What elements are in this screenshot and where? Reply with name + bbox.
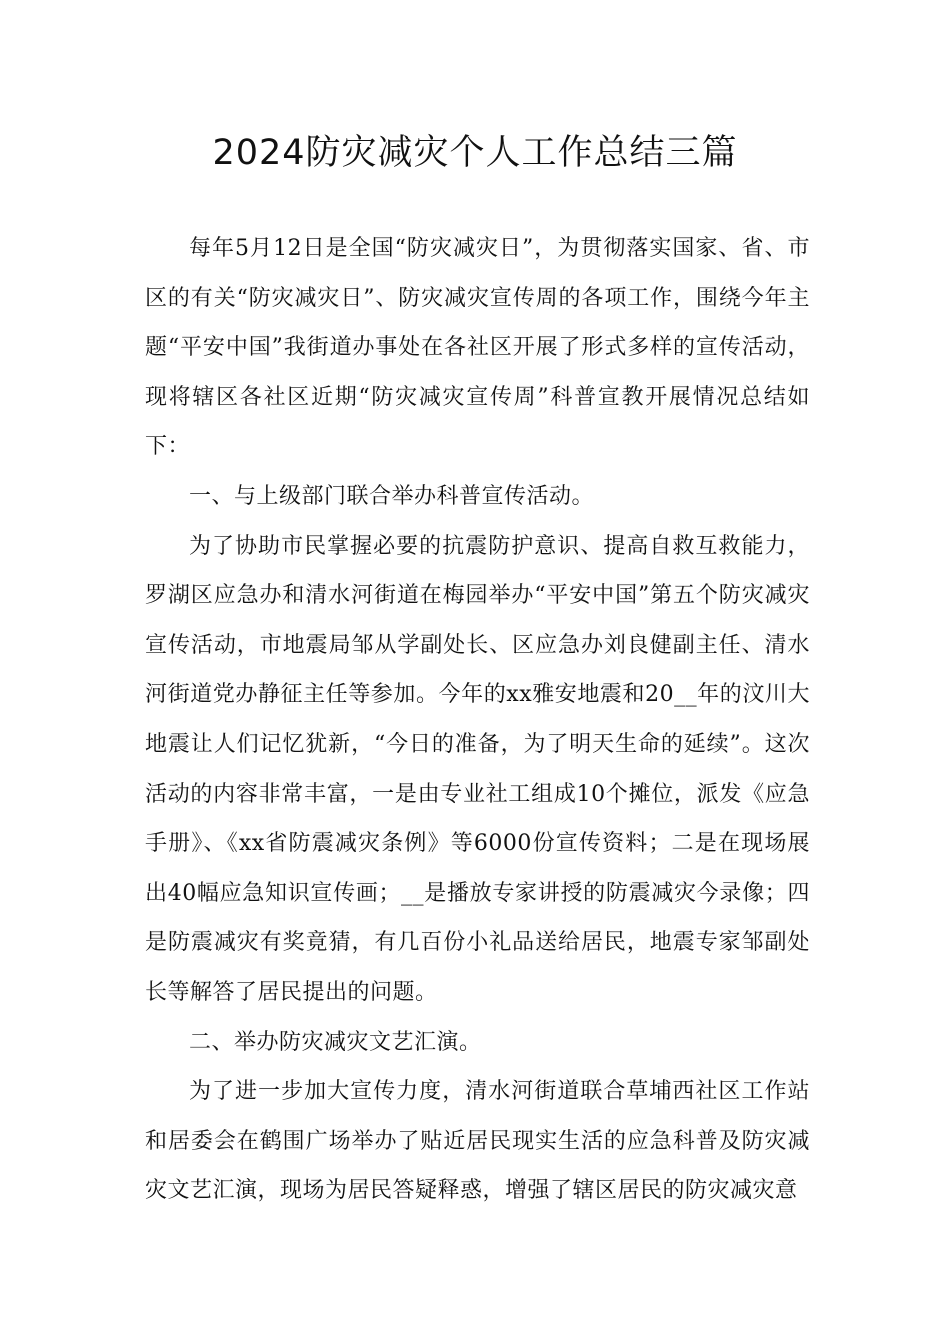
section-heading-1: 一、与上级部门联合举办科普宣传活动。 (189, 483, 595, 509)
paragraph-section-2: 为了进一步加大宣传力度，清水河街道联合草埔西社区工作站和居委会在鹤围广场举办了贴近居民现实生活的应急科普及防灾减灾文艺汇演，现场为居民答疑释惑，增强了辖区居民的防灾减灾意 (145, 1079, 810, 1204)
document-body (145, 224, 810, 1216)
section-heading-2: 二、举办防灾减灾文艺汇演。 (189, 1029, 482, 1055)
paragraph-section-1: 为了协助市民掌握必要的抗震防护意识、提高自救互救能力，罗湖区应急办和清水河街道在梅园举办“平安中国”第五个防灾减灾宣传活动，市地震局邹从学副处长、区应急办刘良健副主任、清水河街道党办静征主任等参加。今年的xx雅安地震和20__年的汶川大地震让人们记忆犹新，“今日的准备，为了明天生命的延续”。这次活动的内容非常丰富，一是由专业社工组成10个摊位，派发《应急手册》、《xx省防震减灾条例》等6000份宣传资料；二是在现场展出40幅应急知识宣传画；__是播放专家讲授的防震减灾今录像；四是防震减灾有奖竟猜，有几百份小礼品送给居民，地震专家邹副处长等解答了居民提出的问题。 (145, 533, 810, 1005)
document-title: 2024防灾减灾个人工作总结三篇 (212, 133, 738, 173)
paragraph-intro: 每年5月12日是全国“防灾减灾日”，为贯彻落实国家、省、市区的有关“防灾减灾日”、防灾减灾宣传周的各项工作，围绕今年主题“平安中国”我街道办事处在各社区开展了形式多样的宣传活动，现将辖区各社区近期“防灾减灾宣传周”科普宣教开展情况总结如下： (145, 236, 810, 460)
